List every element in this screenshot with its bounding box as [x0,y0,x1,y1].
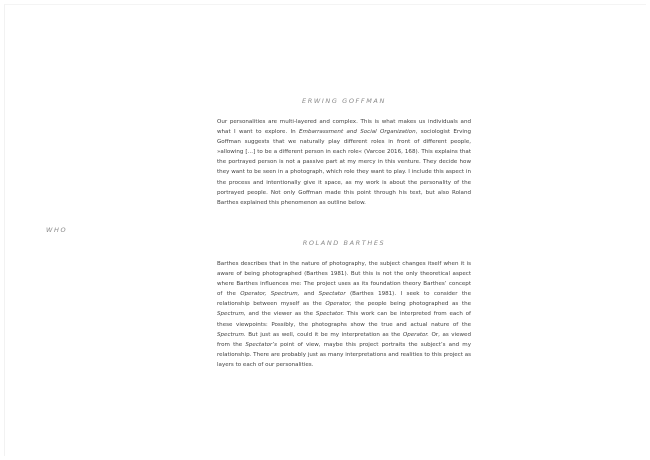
text-run: Or, as viewed from the [217,331,471,348]
section-goffman [217,97,472,208]
section-barthes [217,239,472,370]
section-heading: ERWING GOFFMAN [302,97,386,105]
italic-term: Operator, [325,301,352,308]
italic-term: Spectator [318,291,346,298]
side-label-who: WHO [46,226,68,234]
text-run: point of view, maybe this project portraits the subject’s and my relationship. There are probably just as many interpretations and realities to this project as layers to each of our personalities. [217,341,471,368]
italic-term: Spectrum. [217,331,246,338]
italic-term: Spectrum, [217,311,246,318]
section-body [217,117,471,208]
italic-term: Embarrassment and Social Organization [299,129,416,136]
text-run: (Barthes 1981). I seek to consider the relationship between myself as the [217,291,471,308]
italic-term: Operator. [402,331,429,338]
text-run: the people being photographed as the [351,301,472,308]
italic-term: Spectator’s [245,341,277,348]
text-run: , sociologist Erving Goffman suggests that we naturally play different roles in front of different people, »allowing […] to be a different person in each role« (Varcoe 2016, 168). This explains that the portrayed person is not a passive part at my mercy in this venture. They decide how they want to be seen in a photograph, which role they want to play. I include this aspect in the process and intentionally give it space, as my work is about the personality of the portrayed people. Not only Goffman made this point through his text, but also Roland Barthes explained this phenomenon as outline below. [217,129,472,206]
page-border [4,4,646,456]
text-run: Barthes describes that in the nature of photography, the subject changes itself when it is aware of being photographed (Barthes 1981). But this is not the only theoretical aspect where Barthes influences me: The project uses as its foundation theory Barthes’ concept of the [217,261,471,298]
italic-term: Operator, Spectrum, [240,291,300,298]
text-run: But just as well, could it be my interpretation as the [245,331,403,338]
text-run: Our personalities are multi-layered and complex. This is what makes us individuals and what I want to explore. In [217,119,471,136]
section-heading: ROLAND BARTHES [302,239,386,247]
section-body [217,259,471,370]
text-run: and [299,291,319,298]
italic-term: Spectator. [315,311,345,318]
text-run: This work can be interpreted from each of these viewpoints: Possibly, the photographs show the true and actual nature of the [217,311,471,328]
text-run: and the viewer as the [245,311,316,318]
